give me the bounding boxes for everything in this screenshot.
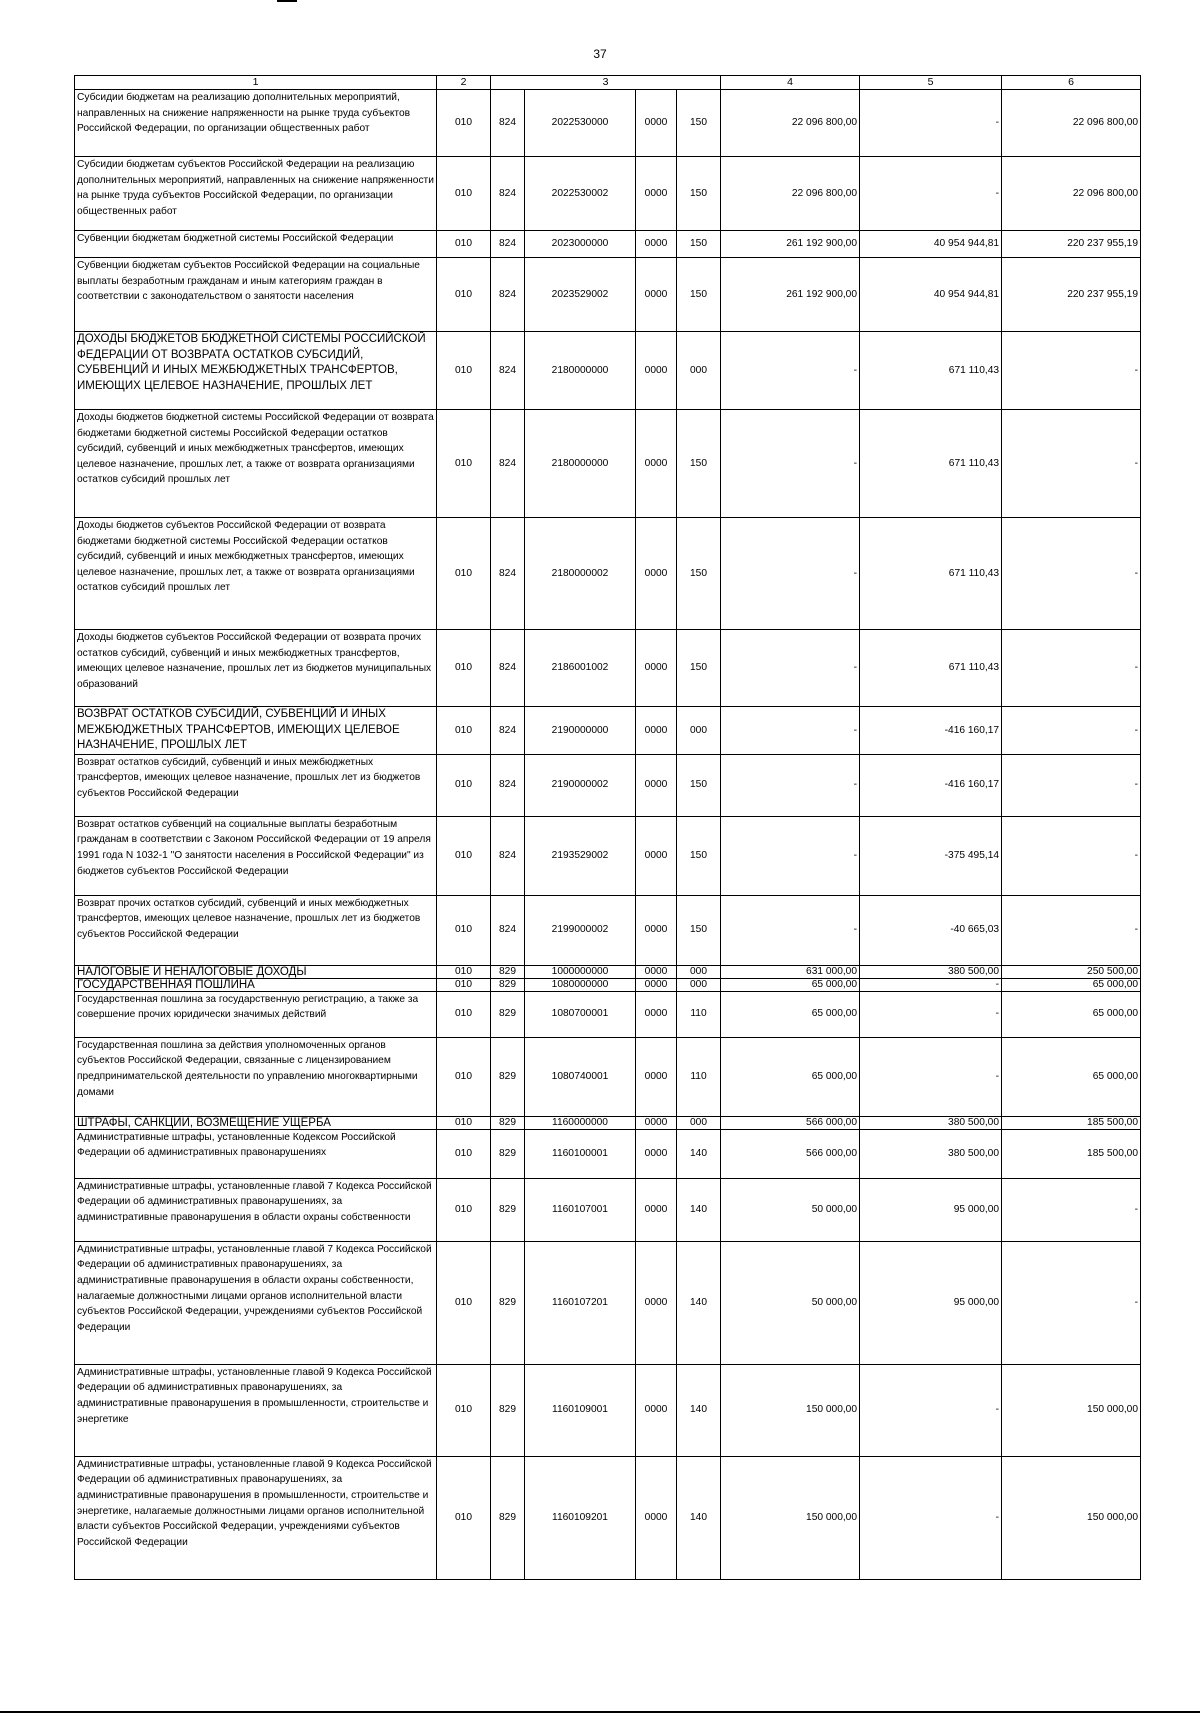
cell-program-code: 0000	[636, 1241, 677, 1364]
cell-kosgu-code: 150	[677, 258, 721, 332]
cell-chief-admin: 824	[491, 816, 525, 895]
cell-executed-amount: -	[860, 978, 1002, 991]
cell-program-code: 0000	[636, 1129, 677, 1178]
cell-program-code: 0000	[636, 1037, 677, 1116]
cell-program-code: 0000	[636, 978, 677, 991]
cell-kbk-code: 2022530002	[525, 157, 636, 231]
cell-executed-amount: -375 495,14	[860, 816, 1002, 895]
table-row	[75, 1116, 1141, 1129]
cell-executed-amount: 671 110,43	[860, 630, 1002, 707]
cell-program-code: 0000	[636, 1364, 677, 1456]
cell-admin-code: 010	[437, 258, 491, 332]
cell-executed-amount: -	[860, 1037, 1002, 1116]
cell-program-code: 0000	[636, 895, 677, 965]
row-description: Административные штрафы, установленные главой 9 Кодекса Российской Федерации об административных правонарушениях, за административные правонарушения в промышленности, строительстве и энергетике	[75, 1364, 437, 1456]
cell-kbk-code: 1160109001	[525, 1364, 636, 1456]
cell-chief-admin: 824	[491, 707, 525, 755]
cell-remaining-amount: 65 000,00	[1002, 978, 1141, 991]
cell-kbk-code: 2199000002	[525, 895, 636, 965]
header-row	[75, 76, 1141, 90]
table-row	[75, 1364, 1141, 1456]
cell-admin-code: 010	[437, 1178, 491, 1241]
cell-admin-code: 010	[437, 895, 491, 965]
cell-kosgu-code: 000	[677, 332, 721, 410]
cell-chief-admin: 829	[491, 1178, 525, 1241]
row-description: Субсидии бюджетам на реализацию дополнительных мероприятий, направленных на снижение напряженности на рынке труда субъектов Российской Федерации, по организации общественных работ	[75, 90, 437, 157]
cell-kbk-code: 1160109201	[525, 1456, 636, 1579]
cell-admin-code: 010	[437, 630, 491, 707]
row-description: Государственная пошлина за действия уполномоченных органов субъектов Российской Федерации, связанные с лицензированием предпринимательской деятельности по управлению многоквартирными домами	[75, 1037, 437, 1116]
cell-admin-code: 010	[437, 1456, 491, 1579]
table-row	[75, 895, 1141, 965]
cell-chief-admin: 824	[491, 157, 525, 231]
table-row	[75, 978, 1141, 991]
cell-approved-amount: 261 192 900,00	[721, 258, 860, 332]
cell-executed-amount: 95 000,00	[860, 1178, 1002, 1241]
cell-kbk-code: 1080000000	[525, 978, 636, 991]
cell-approved-amount: 65 000,00	[721, 991, 860, 1037]
row-description: Доходы бюджетов субъектов Российской Федерации от возврата бюджетами бюджетной системы Российской Федерации остатков субсидий, субвенций и иных межбюджетных трансфертов, имеющих целевое назначение, прошлых лет, а также от возврата организациями остатков субсидий прошлых лет	[75, 518, 437, 630]
cell-admin-code: 010	[437, 90, 491, 157]
cell-remaining-amount: 250 500,00	[1002, 965, 1141, 978]
cell-admin-code: 010	[437, 816, 491, 895]
cell-kosgu-code: 140	[677, 1178, 721, 1241]
cell-executed-amount: 40 954 944,81	[860, 231, 1002, 258]
cell-approved-amount: -	[721, 332, 860, 410]
row-description: Доходы бюджетов бюджетной системы Российской Федерации от возврата бюджетами бюджетной системы Российской Федерации остатков субсидий, субвенций и иных межбюджетных трансфертов, имеющих целевое назначение, прошлых лет, а также от возврата организациями остатков субсидий прошлых лет	[75, 410, 437, 518]
table-row	[75, 754, 1141, 816]
cell-remaining-amount: -	[1002, 895, 1141, 965]
row-description: Административные штрафы, установленные главой 7 Кодекса Российской Федерации об административных правонарушениях, за административные правонарушения в области охраны собственности, налагаемые должностными лицами органов исполнительной власти субъектов Российской Федерации, учреждениями субъектов Российской Федерации	[75, 1241, 437, 1364]
cell-chief-admin: 829	[491, 965, 525, 978]
cell-admin-code: 010	[437, 1241, 491, 1364]
cell-remaining-amount: -	[1002, 332, 1141, 410]
cell-executed-amount: 671 110,43	[860, 518, 1002, 630]
cell-approved-amount: 150 000,00	[721, 1456, 860, 1579]
cell-approved-amount: 22 096 800,00	[721, 157, 860, 231]
cell-kosgu-code: 150	[677, 157, 721, 231]
cell-chief-admin: 829	[491, 1456, 525, 1579]
cell-kosgu-code: 140	[677, 1241, 721, 1364]
column-header: 1	[75, 76, 437, 90]
cell-remaining-amount: 150 000,00	[1002, 1364, 1141, 1456]
table-row	[75, 518, 1141, 630]
cell-chief-admin: 824	[491, 630, 525, 707]
cell-remaining-amount: 22 096 800,00	[1002, 90, 1141, 157]
cell-admin-code: 010	[437, 157, 491, 231]
cell-chief-admin: 824	[491, 895, 525, 965]
column-header: 2	[437, 76, 491, 90]
cell-chief-admin: 829	[491, 1364, 525, 1456]
cell-kosgu-code: 150	[677, 630, 721, 707]
cell-approved-amount: -	[721, 518, 860, 630]
cell-approved-amount: 566 000,00	[721, 1116, 860, 1129]
cell-kosgu-code: 150	[677, 410, 721, 518]
cell-admin-code: 010	[437, 965, 491, 978]
cell-kbk-code: 1160107201	[525, 1241, 636, 1364]
cell-admin-code: 010	[437, 978, 491, 991]
cell-executed-amount: -	[860, 157, 1002, 231]
cell-approved-amount: 566 000,00	[721, 1129, 860, 1178]
cell-chief-admin: 829	[491, 1037, 525, 1116]
cell-admin-code: 010	[437, 707, 491, 755]
cell-executed-amount: -	[860, 1364, 1002, 1456]
cell-chief-admin: 824	[491, 231, 525, 258]
cell-kbk-code: 2190000002	[525, 754, 636, 816]
cell-remaining-amount: -	[1002, 754, 1141, 816]
cell-kosgu-code: 000	[677, 1116, 721, 1129]
cell-program-code: 0000	[636, 258, 677, 332]
row-description: Доходы бюджетов субъектов Российской Федерации от возврата прочих остатков субсидий, субвенций и иных межбюджетных трансфертов, имеющих целевое назначение, прошлых лет из бюджетов муниципальных образований	[75, 630, 437, 707]
cell-chief-admin: 829	[491, 1129, 525, 1178]
cell-chief-admin: 824	[491, 410, 525, 518]
cell-approved-amount: -	[721, 895, 860, 965]
cell-kosgu-code: 140	[677, 1364, 721, 1456]
cell-kbk-code: 2180000000	[525, 332, 636, 410]
cell-executed-amount: 380 500,00	[860, 1116, 1002, 1129]
cell-program-code: 0000	[636, 1456, 677, 1579]
cell-kbk-code: 2190000000	[525, 707, 636, 755]
table-row	[75, 157, 1141, 231]
cell-admin-code: 010	[437, 231, 491, 258]
table-row	[75, 332, 1141, 410]
cell-remaining-amount: -	[1002, 1241, 1141, 1364]
cell-approved-amount: -	[721, 410, 860, 518]
cell-program-code: 0000	[636, 991, 677, 1037]
cell-approved-amount: 65 000,00	[721, 978, 860, 991]
cell-kbk-code: 1000000000	[525, 965, 636, 978]
cell-chief-admin: 824	[491, 332, 525, 410]
cell-kosgu-code: 150	[677, 895, 721, 965]
table-row	[75, 1178, 1141, 1241]
cell-chief-admin: 829	[491, 1241, 525, 1364]
cell-program-code: 0000	[636, 754, 677, 816]
cell-admin-code: 010	[437, 991, 491, 1037]
cell-kbk-code: 1160107001	[525, 1178, 636, 1241]
revenue-table	[74, 75, 1141, 1580]
table-row	[75, 991, 1141, 1037]
cell-approved-amount: -	[721, 630, 860, 707]
cell-kbk-code: 1160000000	[525, 1116, 636, 1129]
cell-approved-amount: 261 192 900,00	[721, 231, 860, 258]
cell-kosgu-code: 140	[677, 1456, 721, 1579]
cell-kbk-code: 2023529002	[525, 258, 636, 332]
cell-kbk-code: 1080740001	[525, 1037, 636, 1116]
cell-kbk-code: 1080700001	[525, 991, 636, 1037]
cell-approved-amount: 50 000,00	[721, 1241, 860, 1364]
cell-kbk-code: 2193529002	[525, 816, 636, 895]
row-description: Возврат прочих остатков субсидий, субвенций и иных межбюджетных трансфертов, имеющих целевое назначение, прошлых лет из бюджетов субъектов Российской Федерации	[75, 895, 437, 965]
row-description: НАЛОГОВЫЕ И НЕНАЛОГОВЫЕ ДОХОДЫ	[75, 965, 437, 978]
cell-kbk-code: 2023000000	[525, 231, 636, 258]
cell-kbk-code: 2022530000	[525, 90, 636, 157]
row-description: ВОЗВРАТ ОСТАТКОВ СУБСИДИЙ, СУБВЕНЦИЙ И ИНЫХ МЕЖБЮДЖЕТНЫХ ТРАНСФЕРТОВ, ИМЕЮЩИХ ЦЕЛЕВОЕ НАЗНАЧЕНИЕ, ПРОШЛЫХ ЛЕТ	[75, 707, 437, 755]
cell-remaining-amount: -	[1002, 630, 1141, 707]
cell-kosgu-code: 140	[677, 1129, 721, 1178]
table-row	[75, 258, 1141, 332]
table-row	[75, 1241, 1141, 1364]
table-row	[75, 707, 1141, 755]
table-row	[75, 1129, 1141, 1178]
cell-executed-amount: 380 500,00	[860, 1129, 1002, 1178]
cell-approved-amount: -	[721, 816, 860, 895]
cell-kosgu-code: 150	[677, 518, 721, 630]
row-description: Субсидии бюджетам субъектов Российской Федерации на реализацию дополнительных мероприятий, направленных на снижение напряженности на рынке труда субъектов Российской Федерации, по организации общественных работ	[75, 157, 437, 231]
cell-executed-amount: -416 160,17	[860, 707, 1002, 755]
cell-admin-code: 010	[437, 1037, 491, 1116]
column-header: 3	[491, 76, 721, 90]
cell-approved-amount: -	[721, 754, 860, 816]
cell-program-code: 0000	[636, 1178, 677, 1241]
row-description: Возврат остатков субсидий, субвенций и иных межбюджетных трансфертов, имеющих целевое назначение, прошлых лет из бюджетов субъектов Российской Федерации	[75, 754, 437, 816]
cell-program-code: 0000	[636, 965, 677, 978]
cell-remaining-amount: 150 000,00	[1002, 1456, 1141, 1579]
cell-kosgu-code: 000	[677, 965, 721, 978]
table-row	[75, 231, 1141, 258]
cell-admin-code: 010	[437, 410, 491, 518]
cell-remaining-amount: 22 096 800,00	[1002, 157, 1141, 231]
cell-approved-amount: 22 096 800,00	[721, 90, 860, 157]
cell-chief-admin: 824	[491, 754, 525, 816]
cell-program-code: 0000	[636, 1116, 677, 1129]
row-description: Административные штрафы, установленные главой 7 Кодекса Российской Федерации об административных правонарушениях, за административные правонарушения в области охраны собственности	[75, 1178, 437, 1241]
cell-admin-code: 010	[437, 1129, 491, 1178]
table-row	[75, 1456, 1141, 1579]
cell-chief-admin: 824	[491, 90, 525, 157]
row-description: Субвенции бюджетам бюджетной системы Российской Федерации	[75, 231, 437, 258]
cell-approved-amount: 65 000,00	[721, 1037, 860, 1116]
cell-executed-amount: 671 110,43	[860, 332, 1002, 410]
cell-program-code: 0000	[636, 231, 677, 258]
cell-program-code: 0000	[636, 816, 677, 895]
cell-remaining-amount: -	[1002, 707, 1141, 755]
row-description: ГОСУДАРСТВЕННАЯ ПОШЛИНА	[75, 978, 437, 991]
cell-kosgu-code: 000	[677, 978, 721, 991]
cell-program-code: 0000	[636, 518, 677, 630]
cell-remaining-amount: -	[1002, 518, 1141, 630]
cell-chief-admin: 829	[491, 1116, 525, 1129]
cell-kosgu-code: 150	[677, 816, 721, 895]
cell-admin-code: 010	[437, 332, 491, 410]
cell-executed-amount: -	[860, 1456, 1002, 1579]
cell-kbk-code: 2180000002	[525, 518, 636, 630]
cell-admin-code: 010	[437, 1116, 491, 1129]
cell-kosgu-code: 150	[677, 90, 721, 157]
row-description: Субвенции бюджетам субъектов Российской Федерации на социальные выплаты безработным гражданам и иным категориям граждан в соответствии с законодательством о занятости населения	[75, 258, 437, 332]
cell-approved-amount: 150 000,00	[721, 1364, 860, 1456]
table-row	[75, 816, 1141, 895]
cell-executed-amount: -	[860, 90, 1002, 157]
cell-admin-code: 010	[437, 1364, 491, 1456]
column-header: 6	[1002, 76, 1141, 90]
cell-remaining-amount: 220 237 955,19	[1002, 231, 1141, 258]
cell-admin-code: 010	[437, 518, 491, 630]
row-description: ШТРАФЫ, САНКЦИИ, ВОЗМЕЩЕНИЕ УЩЕРБА	[75, 1116, 437, 1129]
table-row	[75, 410, 1141, 518]
cell-remaining-amount: -	[1002, 410, 1141, 518]
table-row	[75, 90, 1141, 157]
cell-executed-amount: 95 000,00	[860, 1241, 1002, 1364]
column-header: 4	[721, 76, 860, 90]
cell-remaining-amount: 185 500,00	[1002, 1129, 1141, 1178]
cell-chief-admin: 829	[491, 991, 525, 1037]
cell-remaining-amount: -	[1002, 816, 1141, 895]
cell-program-code: 0000	[636, 90, 677, 157]
cell-remaining-amount: 65 000,00	[1002, 991, 1141, 1037]
row-description: Государственная пошлина за государственную регистрацию, а также за совершение прочих юридически значимых действий	[75, 991, 437, 1037]
scan-mark	[277, 0, 297, 2]
cell-kosgu-code: 110	[677, 991, 721, 1037]
cell-kbk-code: 2180000000	[525, 410, 636, 518]
cell-approved-amount: 50 000,00	[721, 1178, 860, 1241]
cell-remaining-amount: -	[1002, 1178, 1141, 1241]
cell-remaining-amount: 65 000,00	[1002, 1037, 1141, 1116]
row-description: Возврат остатков субвенций на социальные выплаты безработным гражданам в соответствии с Законом Российской Федерации от 19 апреля 1991 года N 1032-1 "О занятости населения в Российской Федерации" из бюджетов субъектов Российской Федерации	[75, 816, 437, 895]
cell-executed-amount: 380 500,00	[860, 965, 1002, 978]
cell-program-code: 0000	[636, 157, 677, 231]
cell-program-code: 0000	[636, 410, 677, 518]
cell-executed-amount: -40 665,03	[860, 895, 1002, 965]
cell-approved-amount: 631 000,00	[721, 965, 860, 978]
cell-kosgu-code: 150	[677, 231, 721, 258]
cell-chief-admin: 829	[491, 978, 525, 991]
cell-remaining-amount: 185 500,00	[1002, 1116, 1141, 1129]
cell-chief-admin: 824	[491, 518, 525, 630]
row-description: Административные штрафы, установленные Кодексом Российской Федерации об административных правонарушениях	[75, 1129, 437, 1178]
cell-admin-code: 010	[437, 754, 491, 816]
cell-executed-amount: 40 954 944,81	[860, 258, 1002, 332]
row-description: ДОХОДЫ БЮДЖЕТОВ БЮДЖЕТНОЙ СИСТЕМЫ РОССИЙСКОЙ ФЕДЕРАЦИИ ОТ ВОЗВРАТА ОСТАТКОВ СУБСИДИЙ, СУБВЕНЦИЙ И ИНЫХ МЕЖБЮДЖЕТНЫХ ТРАНСФЕРТОВ, ИМЕЮЩИХ ЦЕЛЕВОЕ НАЗНАЧЕНИЕ, ПРОШЛЫХ ЛЕТ	[75, 332, 437, 410]
cell-chief-admin: 824	[491, 258, 525, 332]
cell-executed-amount: -	[860, 991, 1002, 1037]
cell-program-code: 0000	[636, 630, 677, 707]
cell-kbk-code: 1160100001	[525, 1129, 636, 1178]
cell-kbk-code: 2186001002	[525, 630, 636, 707]
cell-program-code: 0000	[636, 332, 677, 410]
page-number: 37	[593, 47, 607, 61]
cell-kosgu-code: 110	[677, 1037, 721, 1116]
cell-kosgu-code: 150	[677, 754, 721, 816]
row-description: Административные штрафы, установленные главой 9 Кодекса Российской Федерации об административных правонарушениях, за административные правонарушения в промышленности, строительстве и энергетике, налагаемые должностными лицами органов исполнительной власти субъектов Российской Федерации, учреждениями субъектов Российской Федерации	[75, 1456, 437, 1579]
table-row	[75, 965, 1141, 978]
cell-executed-amount: -416 160,17	[860, 754, 1002, 816]
cell-kosgu-code: 000	[677, 707, 721, 755]
column-header: 5	[860, 76, 1002, 90]
cell-program-code: 0000	[636, 707, 677, 755]
cell-remaining-amount: 220 237 955,19	[1002, 258, 1141, 332]
table-row	[75, 630, 1141, 707]
cell-executed-amount: 671 110,43	[860, 410, 1002, 518]
table-row	[75, 1037, 1141, 1116]
cell-approved-amount: -	[721, 707, 860, 755]
